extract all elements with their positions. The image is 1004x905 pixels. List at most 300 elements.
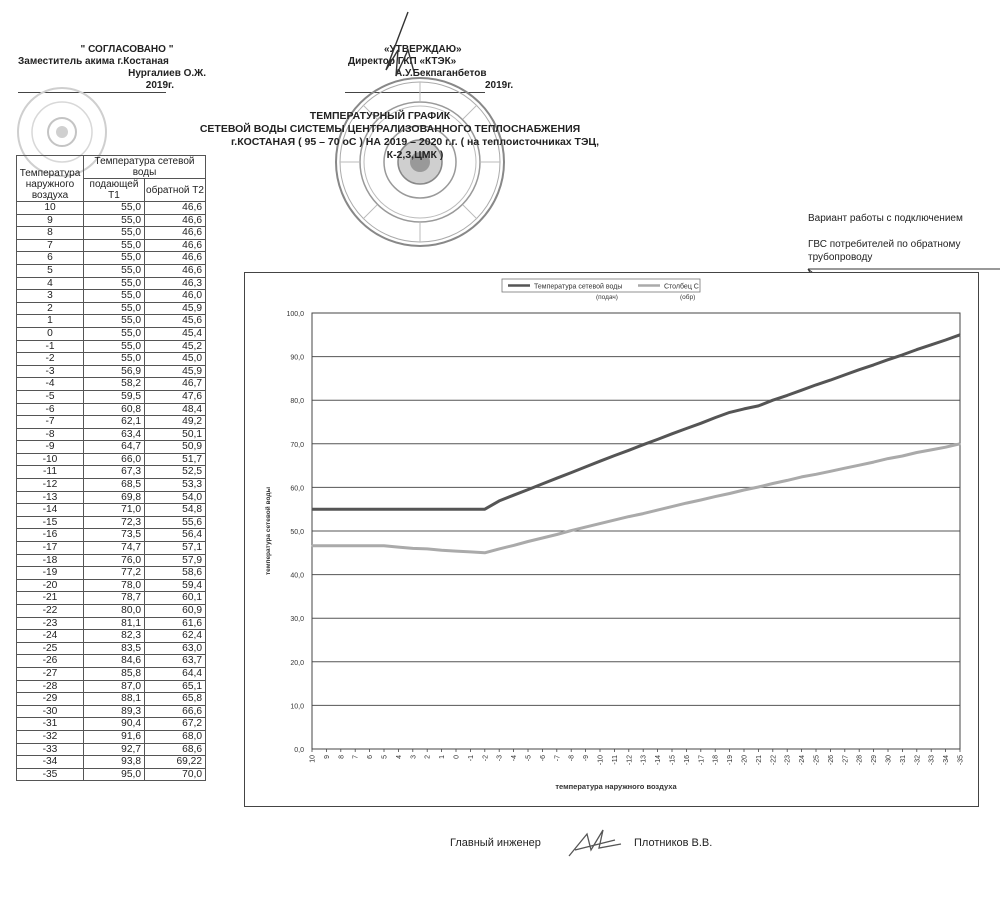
return-temp-cell: 69,22 [145, 756, 206, 769]
return-temp-cell: 61,6 [145, 617, 206, 630]
table-row [17, 252, 206, 265]
table-row [17, 756, 206, 769]
x-tick-label: -15 [669, 755, 677, 766]
supply-temp-cell: 81,1 [84, 617, 145, 630]
supply-temp-cell: 69,8 [84, 491, 145, 504]
return-temp-cell: 62,4 [145, 630, 206, 643]
outdoor-temp-cell: -16 [17, 529, 84, 542]
outdoor-temp-cell: -32 [17, 730, 84, 743]
annotation [808, 212, 963, 264]
outdoor-temp-cell: -26 [17, 655, 84, 668]
x-tick-label: -10 [597, 755, 605, 766]
engineer-signature [565, 826, 625, 860]
table-row [17, 667, 206, 680]
supply-temp-cell: 72,3 [84, 516, 145, 529]
data-point [499, 500, 500, 501]
outdoor-temp-cell: 3 [17, 290, 84, 303]
supply-temp-cell: 74,7 [84, 542, 145, 555]
annotation-line3: трубопроводу [808, 252, 873, 263]
table-row [17, 554, 206, 567]
outdoor-temp-cell: -11 [17, 466, 84, 479]
y-tick-label: 80,0 [290, 398, 304, 406]
data-point [398, 509, 399, 510]
data-point [412, 509, 413, 510]
supply-temp-cell: 55,0 [84, 277, 145, 290]
approval-left-heading: " СОГЛАСОВАНО " [80, 44, 174, 55]
x-tick-label: -11 [611, 755, 619, 765]
table-row [17, 579, 206, 592]
table-row [17, 340, 206, 353]
outdoor-temp-cell: 8 [17, 227, 84, 240]
table-row [17, 743, 206, 756]
supply-temp-cell: 82,3 [84, 630, 145, 643]
outdoor-temp-cell: -7 [17, 416, 84, 429]
outdoor-temp-cell: -24 [17, 630, 84, 643]
table-row [17, 202, 206, 215]
x-tick-label: -6 [539, 755, 547, 762]
return-temp-cell: 58,6 [145, 567, 206, 580]
data-point [585, 466, 586, 467]
data-point [945, 339, 946, 340]
supply-temp-cell: 59,5 [84, 390, 145, 403]
y-tick-label: 70,0 [290, 441, 304, 449]
return-temp-cell: 52,5 [145, 466, 206, 479]
supply-temp-cell: 78,7 [84, 592, 145, 605]
table-row [17, 655, 206, 668]
data-point [758, 486, 759, 487]
supply-temp-cell: 88,1 [84, 693, 145, 706]
x-tick-label: -35 [957, 755, 965, 766]
supply-temp-cell: 55,0 [84, 290, 145, 303]
supply-temp-cell: 60,8 [84, 403, 145, 416]
return-temp-cell: 65,1 [145, 680, 206, 693]
data-point [542, 483, 543, 484]
return-temp-cell: 46,7 [145, 378, 206, 391]
table-row [17, 592, 206, 605]
return-temp-cell: 64,4 [145, 667, 206, 680]
table-row [17, 542, 206, 555]
table-row [17, 680, 206, 693]
x-tick-label: 0 [453, 755, 461, 759]
outdoor-temp-cell: -8 [17, 428, 84, 441]
outdoor-temp-cell: -3 [17, 365, 84, 378]
data-point [326, 509, 327, 510]
supply-temp-cell: 80,0 [84, 605, 145, 618]
data-point [887, 359, 888, 360]
data-point [873, 462, 874, 463]
data-point [470, 509, 471, 510]
return-temp-cell: 46,6 [145, 239, 206, 252]
legend-label: Столбец С [664, 283, 699, 291]
data-point [916, 349, 917, 350]
x-tick-label: -22 [770, 755, 778, 766]
outdoor-temp-cell: -33 [17, 743, 84, 756]
header-outdoor-temp: Температура наружного воздуха [17, 156, 84, 202]
x-tick-label: 3 [410, 755, 418, 759]
table-row [17, 428, 206, 441]
return-temp-cell: 65,8 [145, 693, 206, 706]
table-row [17, 277, 206, 290]
data-point [729, 493, 730, 494]
table-row [17, 466, 206, 479]
table-row [17, 491, 206, 504]
return-temp-cell: 46,6 [145, 252, 206, 265]
data-point [859, 369, 860, 370]
supply-temp-cell: 67,3 [84, 466, 145, 479]
table-row [17, 290, 206, 303]
table-row [17, 479, 206, 492]
data-point [599, 461, 600, 462]
x-tick-label: -32 [914, 755, 922, 766]
supply-temp-cell: 66,0 [84, 453, 145, 466]
outdoor-temp-cell: 1 [17, 315, 84, 328]
data-point [931, 344, 932, 345]
data-point [340, 545, 341, 546]
outdoor-temp-cell: 10 [17, 202, 84, 215]
x-tick-label: -21 [755, 755, 763, 766]
data-point [772, 400, 773, 401]
x-tick-label: -20 [741, 755, 749, 766]
x-tick-label: 7 [352, 755, 360, 759]
data-point [571, 530, 572, 531]
return-temp-cell: 63,0 [145, 642, 206, 655]
return-temp-cell: 55,6 [145, 516, 206, 529]
data-point [513, 545, 514, 546]
header-return-t2: обратной Т2 [145, 179, 206, 202]
outdoor-temp-cell: 5 [17, 264, 84, 277]
outdoor-temp-cell: 4 [17, 277, 84, 290]
outdoor-temp-cell: -34 [17, 756, 84, 769]
chief-engineer-name: Плотников В.В. [634, 837, 713, 849]
supply-temp-cell: 71,0 [84, 504, 145, 517]
y-tick-label: 10,0 [290, 703, 304, 711]
supply-temp-cell: 55,0 [84, 340, 145, 353]
data-point [340, 509, 341, 510]
data-point [772, 483, 773, 484]
outdoor-temp-cell: -2 [17, 353, 84, 366]
table-row [17, 365, 206, 378]
outdoor-temp-cell: 6 [17, 252, 84, 265]
data-point [427, 548, 428, 549]
data-point [628, 516, 629, 517]
data-point [729, 412, 730, 413]
return-temp-cell: 57,9 [145, 554, 206, 567]
x-tick-label: 1 [439, 755, 447, 759]
legend-sublabel: (обр) [680, 294, 696, 301]
x-tick-label: -19 [727, 755, 735, 766]
return-temp-cell: 57,1 [145, 542, 206, 555]
table-row [17, 239, 206, 252]
x-tick-label: -26 [827, 755, 835, 766]
data-point [902, 455, 903, 456]
table-row [17, 302, 206, 315]
data-point [326, 545, 327, 546]
y-tick-label: 60,0 [290, 485, 304, 493]
table-row [17, 730, 206, 743]
data-point [599, 523, 600, 524]
outdoor-temp-cell: -21 [17, 592, 84, 605]
return-temp-cell: 66,6 [145, 705, 206, 718]
return-temp-cell: 45,9 [145, 302, 206, 315]
x-tick-label: -12 [626, 755, 634, 766]
outdoor-temp-cell: -13 [17, 491, 84, 504]
outdoor-temp-cell: 0 [17, 327, 84, 340]
table-body [17, 202, 206, 781]
data-point [916, 452, 917, 453]
return-temp-cell: 50,1 [145, 428, 206, 441]
table-row [17, 630, 206, 643]
return-temp-cell: 46,6 [145, 214, 206, 227]
table-row [17, 214, 206, 227]
supply-temp-cell: 55,0 [84, 327, 145, 340]
supply-temp-cell: 56,9 [84, 365, 145, 378]
table-row [17, 416, 206, 429]
data-point [700, 423, 701, 424]
data-point [311, 545, 312, 546]
return-temp-cell: 45,4 [145, 327, 206, 340]
data-point [844, 374, 845, 375]
supply-temp-cell: 63,4 [84, 428, 145, 441]
approval-left-line2: Нургалиев О.Ж. [128, 68, 206, 79]
x-tick-label: -4 [511, 755, 519, 762]
y-tick-label: 0,0 [294, 747, 304, 754]
x-tick-label: 4 [395, 755, 403, 759]
chart-frame [245, 273, 979, 807]
data-point [369, 509, 370, 510]
y-tick-label: 100,0 [286, 311, 304, 318]
legend-label: Температура сетевой воды [534, 283, 623, 291]
supply-temp-cell: 55,0 [84, 315, 145, 328]
outdoor-temp-cell: -9 [17, 441, 84, 454]
x-tick-label: -17 [698, 755, 706, 766]
data-point [628, 450, 629, 451]
data-point [455, 509, 456, 510]
y-axis-title: температура сетевой воды [265, 486, 272, 576]
supply-temp-cell: 95,0 [84, 768, 145, 781]
outdoor-temp-cell: -5 [17, 390, 84, 403]
supply-temp-cell: 91,6 [84, 730, 145, 743]
supply-temp-cell: 90,4 [84, 718, 145, 731]
data-point [743, 489, 744, 490]
return-temp-cell: 59,4 [145, 579, 206, 592]
x-tick-label: -29 [871, 755, 879, 766]
return-temp-cell: 67,2 [145, 718, 206, 731]
data-point [383, 545, 384, 546]
x-tick-label: -28 [856, 755, 864, 766]
x-tick-label: -1 [467, 755, 475, 762]
data-point [556, 478, 557, 479]
outdoor-temp-cell: -4 [17, 378, 84, 391]
return-temp-cell: 51,7 [145, 453, 206, 466]
table-row [17, 693, 206, 706]
temperature-chart [244, 272, 979, 807]
outdoor-temp-cell: 2 [17, 302, 84, 315]
supply-temp-cell: 64,7 [84, 441, 145, 454]
data-point [787, 395, 788, 396]
outdoor-temp-cell: -10 [17, 453, 84, 466]
data-point [311, 509, 312, 510]
table-row [17, 516, 206, 529]
header-water-temp: Температура сетевой воды [84, 156, 206, 179]
approval-left-line3: 2019г. [145, 80, 174, 91]
supply-temp-cell: 55,0 [84, 202, 145, 215]
supply-temp-cell: 55,0 [84, 239, 145, 252]
x-tick-label: 8 [338, 755, 346, 759]
y-tick-label: 20,0 [290, 659, 304, 667]
data-point [441, 509, 442, 510]
data-point [614, 455, 615, 456]
return-temp-cell: 45,0 [145, 353, 206, 366]
outdoor-temp-cell: -17 [17, 542, 84, 555]
data-point [873, 364, 874, 365]
data-point [369, 545, 370, 546]
supply-temp-cell: 92,7 [84, 743, 145, 756]
outdoor-temp-cell: -14 [17, 504, 84, 517]
supply-temp-cell: 55,0 [84, 227, 145, 240]
x-tick-label: 6 [367, 755, 375, 759]
data-point [657, 509, 658, 510]
x-tick-label: 9 [323, 755, 331, 759]
data-point [383, 509, 384, 510]
x-tick-label: -7 [554, 755, 562, 762]
table-row [17, 504, 206, 517]
table-row [17, 441, 206, 454]
supply-temp-cell: 85,8 [84, 667, 145, 680]
data-point [671, 433, 672, 434]
return-temp-cell: 45,2 [145, 340, 206, 353]
annotation-line1: Вариант работы с подключением [808, 213, 963, 224]
outdoor-temp-cell: -19 [17, 567, 84, 580]
supply-temp-cell: 68,5 [84, 479, 145, 492]
outdoor-temp-cell: -29 [17, 693, 84, 706]
return-temp-cell: 46,3 [145, 277, 206, 290]
table-row [17, 605, 206, 618]
outdoor-temp-cell: -23 [17, 617, 84, 630]
outdoor-temp-cell: -30 [17, 705, 84, 718]
x-tick-label: -24 [799, 755, 807, 766]
outdoor-temp-cell: -20 [17, 579, 84, 592]
table-row [17, 327, 206, 340]
data-point [427, 509, 428, 510]
table-row [17, 768, 206, 781]
supply-temp-cell: 77,2 [84, 567, 145, 580]
data-point [527, 541, 528, 542]
data-point [585, 526, 586, 527]
data-point [859, 465, 860, 466]
table-row [17, 378, 206, 391]
x-tick-label: 2 [424, 755, 432, 759]
x-tick-label: -30 [885, 755, 893, 766]
data-point [455, 550, 456, 551]
approval-right-line3: 2019г. [485, 80, 514, 91]
x-tick-label: 10 [309, 755, 317, 763]
data-point [484, 552, 485, 553]
supply-temp-cell: 78,0 [84, 579, 145, 592]
data-point [715, 496, 716, 497]
x-tick-label: -5 [525, 755, 533, 762]
data-point [959, 334, 960, 335]
return-temp-cell: 70,0 [145, 768, 206, 781]
x-tick-label: -14 [655, 755, 663, 766]
data-point [542, 537, 543, 538]
data-point [830, 471, 831, 472]
outdoor-temp-cell: -22 [17, 605, 84, 618]
data-point [902, 354, 903, 355]
x-axis-title: температура наружного воздуха [555, 782, 677, 791]
approval-right-heading: «УТВЕРЖДАЮ» [384, 44, 462, 55]
data-point [499, 548, 500, 549]
data-point [527, 489, 528, 490]
return-temp-cell: 49,2 [145, 416, 206, 429]
data-point [815, 384, 816, 385]
approval-right-line1: Директор ГКП «КТЭК» [348, 56, 457, 67]
supply-temp-cell: 84,6 [84, 655, 145, 668]
y-tick-label: 50,0 [290, 529, 304, 536]
return-temp-cell: 48,4 [145, 403, 206, 416]
title-line3: г.КОСТАНАЯ ( 95 – 70 оС ) НА 2019 – 2020 г.г. ( на теплоисточниках ТЭЦ, К-2,3,ЦМК ) [230, 136, 600, 161]
y-tick-label: 40,0 [290, 572, 304, 580]
return-temp-cell: 63,7 [145, 655, 206, 668]
x-tick-label: -3 [496, 755, 504, 762]
data-point [671, 506, 672, 507]
return-temp-cell: 54,8 [145, 504, 206, 517]
data-point [815, 474, 816, 475]
title-line1: ТЕМПЕРАТУРНЫЙ ГРАФИК [309, 110, 451, 122]
outdoor-temp-cell: -15 [17, 516, 84, 529]
return-temp-cell: 60,1 [145, 592, 206, 605]
return-temp-cell: 54,0 [145, 491, 206, 504]
header-supply-t1: подающей Т1 [84, 179, 145, 202]
outdoor-temp-cell: 9 [17, 214, 84, 227]
chief-engineer-role: Главный инженер [450, 837, 541, 849]
data-point [959, 443, 960, 444]
return-temp-cell: 46,6 [145, 227, 206, 240]
outdoor-temp-cell: -18 [17, 554, 84, 567]
approval-left-line1: Заместитель акима г.Костаная [18, 56, 169, 67]
x-tick-label: -27 [842, 755, 850, 766]
outdoor-temp-cell: -25 [17, 642, 84, 655]
return-temp-cell: 68,0 [145, 730, 206, 743]
x-tick-label: -23 [784, 755, 792, 766]
return-temp-cell: 60,9 [145, 605, 206, 618]
data-point [758, 405, 759, 406]
data-point [657, 439, 658, 440]
return-temp-cell: 45,6 [145, 315, 206, 328]
data-point [614, 520, 615, 521]
table-row [17, 403, 206, 416]
return-temp-cell: 68,6 [145, 743, 206, 756]
supply-temp-cell: 58,2 [84, 378, 145, 391]
supply-temp-cell: 62,1 [84, 416, 145, 429]
data-point [441, 550, 442, 551]
x-tick-label: -2 [482, 755, 490, 762]
data-point [355, 545, 356, 546]
supply-temp-cell: 55,0 [84, 353, 145, 366]
outdoor-temp-cell: -28 [17, 680, 84, 693]
data-point [830, 380, 831, 381]
legend-sublabel: (подач) [596, 294, 618, 301]
x-tick-label: -31 [899, 755, 907, 766]
data-point [801, 476, 802, 477]
outdoor-temp-cell: 7 [17, 239, 84, 252]
supply-temp-cell: 89,3 [84, 705, 145, 718]
outdoor-temp-cell: -6 [17, 403, 84, 416]
data-point [484, 509, 485, 510]
table-row [17, 642, 206, 655]
table-row [17, 227, 206, 240]
data-point [355, 509, 356, 510]
x-tick-label: -25 [813, 755, 821, 766]
